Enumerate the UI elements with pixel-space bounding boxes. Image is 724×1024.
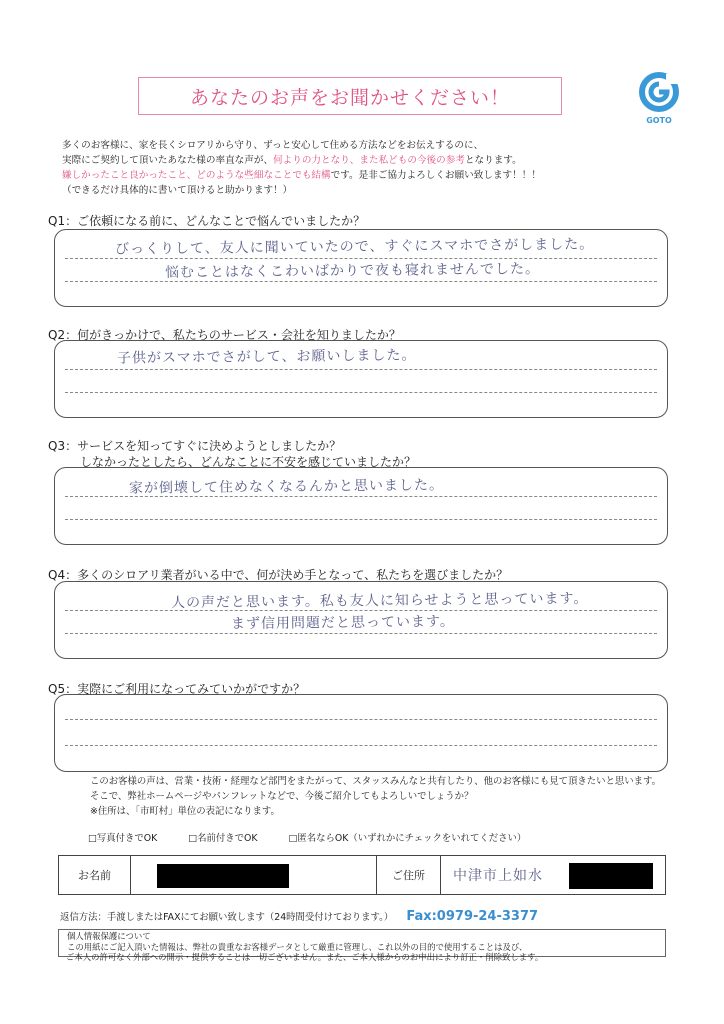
- name-redaction: [157, 864, 289, 888]
- consent-line-2: そこで、弊社ホームページやパンフレットなどで、今後ご紹介してもよろしいでしょうか？: [90, 791, 474, 802]
- question-5: Q5：実際にご利用になってみていかがですか？: [48, 682, 306, 696]
- privacy-heading: 個人情報保護について: [67, 931, 151, 941]
- intro-line-4: （できるだけ具体的に書いて頂けると助かります！）: [62, 185, 293, 196]
- logo-text: GOTO: [646, 116, 672, 125]
- address-value: 中津市上如水: [453, 868, 543, 884]
- reply-text: 返信方法：手渡しまたはFAXにてお願い致します（24時間受付けております。）: [60, 912, 394, 923]
- answer-box-1[interactable]: [54, 229, 668, 307]
- answer-1-line-1: びっくりして、友人に聞いていたので、すぐにスマホでさがしました。: [114, 236, 595, 258]
- consent-checkboxes: [88, 830, 554, 844]
- intro-line-3: 嫌しかったこと良かったこと、どのような些細なことでも結構です。是非ご協力よろしくお願い致します！！！: [62, 170, 541, 181]
- fax-number: Fax:0979-24-3377: [406, 909, 539, 924]
- answer-box-3[interactable]: [54, 467, 668, 545]
- consent-line-1: このお客様の声は、営業・技術・経理など部門をまたがって、スタッスみんなと共有したり、他のお客様にも見て頂きたいと思います。: [90, 776, 661, 787]
- question-1: Q1：ご依頼になる前に、どんなことで悩んでいましたか？: [48, 214, 366, 228]
- goto-logo-icon: [639, 72, 679, 112]
- intro-line-2: 実際にご契約して頂いたあなた様の率直な声が、何よりの力となり、また私どもの今後の参考となります。: [62, 155, 522, 166]
- survey-title-box: [138, 77, 562, 115]
- address-field[interactable]: [441, 856, 665, 894]
- answer-1-line-2: 悩むことはなくこわいばかりで夜も寝れませんでした。: [164, 261, 541, 281]
- question-3: Q3：サービスを知ってすぐに決めようとしましたか？: [48, 439, 342, 453]
- consent-line-3: ※住所は、「市町村」単位の表記になります。: [90, 806, 280, 817]
- answer-3-line-1: 家が倒壊して住めなくなるんかと思いました。: [128, 477, 445, 497]
- question-3-sub: しなかったとしたら、どんなことに不安を感じていましたか？: [80, 455, 417, 469]
- answer-4-line-1: 人の声だと思います。私も友人に知らせようと思っています。: [170, 590, 589, 612]
- address-label: ご住所: [377, 856, 441, 894]
- checkbox-photo-ok[interactable]: □写真付きでOK: [88, 833, 158, 844]
- answer-box-2[interactable]: [54, 340, 668, 418]
- privacy-line-2: ご本人の許可なく外部への開示・提供することは一切ございません。また、ご本人様からのお申出により訂正・削除致します。: [66, 952, 544, 962]
- customer-info-table: [58, 855, 666, 895]
- checkbox-name-ok[interactable]: □名前付きでOK: [188, 833, 258, 844]
- address-redaction: [569, 863, 653, 889]
- answer-box-4[interactable]: [54, 581, 668, 659]
- question-4: Q4：多くのシロアリ業者がいる中で、何が決め手となって、私たちを選びましたか？: [48, 568, 509, 582]
- answer-2-line-1: 子供がスマホでさがして、お願いしました。: [116, 347, 417, 367]
- reply-method: [60, 905, 538, 925]
- goto-logo: [636, 72, 682, 124]
- intro-line-1: 多くのお客様に、家を長くシロアリから守り、ずっと安心して住める方法などをお伝えするのに、: [62, 140, 484, 151]
- name-field[interactable]: [131, 856, 377, 894]
- question-2: Q2：何がきっかけで、私たちのサービス・会社を知りましたか？: [48, 328, 401, 342]
- checkbox-anonymous-ok[interactable]: □匿名ならOK（いずれかにチェックをいれてください）: [288, 833, 527, 844]
- answer-box-5[interactable]: [54, 694, 668, 772]
- privacy-line-1: この用紙にご記入頂いた情報は、弊社の貴重なお客様データとして厳重に管理し、これ以外の目的で使用することは及び、: [67, 942, 528, 952]
- name-label: お名前: [59, 856, 131, 894]
- answer-4-line-2: まず信用問題だと思っています。: [230, 613, 455, 633]
- survey-title: あなたのお声をお聞かせください！: [189, 86, 510, 109]
